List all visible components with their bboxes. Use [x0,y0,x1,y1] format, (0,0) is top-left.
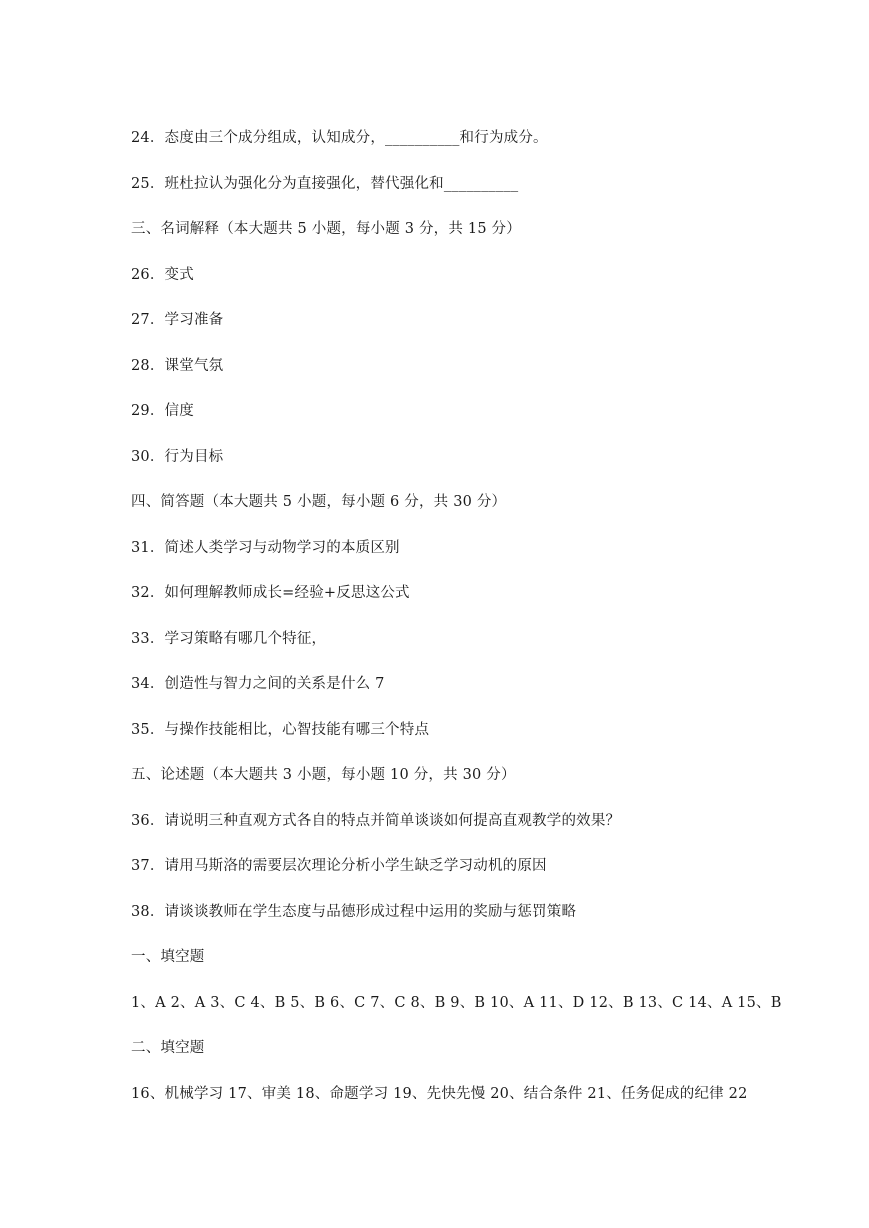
question-37: 37．请用马斯洛的需要层次理论分析小学生缺乏学习动机的原因 [131,858,547,874]
section-heading-term-explanation: 三、名词解释（本大题共 5 小题，每小题 3 分，共 15 分） [131,221,521,237]
question-38: 38．请谈谈教师在学生态度与品德形成过程中运用的奖励与惩罚策略 [131,904,577,920]
question-26: 26．变式 [131,267,194,283]
question-24: 24．态度由三个成分组成，认知成分，__________和行为成分。 [131,130,548,146]
section-heading-short-answer: 四、简答题（本大题共 5 小题，每小题 6 分，共 30 分） [131,494,507,510]
section-heading-essay: 五、论述题（本大题共 3 小题，每小题 10 分，共 30 分） [131,767,516,783]
question-30: 30．行为目标 [131,449,224,465]
question-35: 35．与操作技能相比，心智技能有哪三个特点 [131,722,430,738]
answer-line-multiple-choice: 1、A 2、A 3、C 4、B 5、B 6、C 7、C 8、B 9、B 10、A 11、D 12、B 13、C 14、A 15、B [131,995,782,1011]
question-31: 31．简述人类学习与动物学习的本质区别 [131,540,400,556]
question-32: 32．如何理解教师成长=经验+反思这公式 [131,585,410,601]
question-36: 36．请说明三种直观方式各自的特点并简单谈谈如何提高直观教学的效果？ [131,813,621,829]
question-28: 28．课堂气氛 [131,358,224,374]
answer-section-heading-1: 一、填空题 [131,949,205,965]
answer-line-fill-blank: 16、机械学习 17、审美 18、命题学习 19、先快先慢 20、结合条件 21、任务促成的纪律 22 [131,1086,748,1102]
question-27: 27．学习准备 [131,312,224,328]
answer-section-heading-2: 二、填空题 [131,1040,205,1056]
question-34: 34．创造性与智力之间的关系是什么 7 [131,676,385,692]
question-29: 29．信度 [131,403,194,419]
question-33: 33．学习策略有哪几个特征， [131,631,327,647]
question-25: 25．班杜拉认为强化分为直接强化，替代强化和__________ [131,176,519,192]
